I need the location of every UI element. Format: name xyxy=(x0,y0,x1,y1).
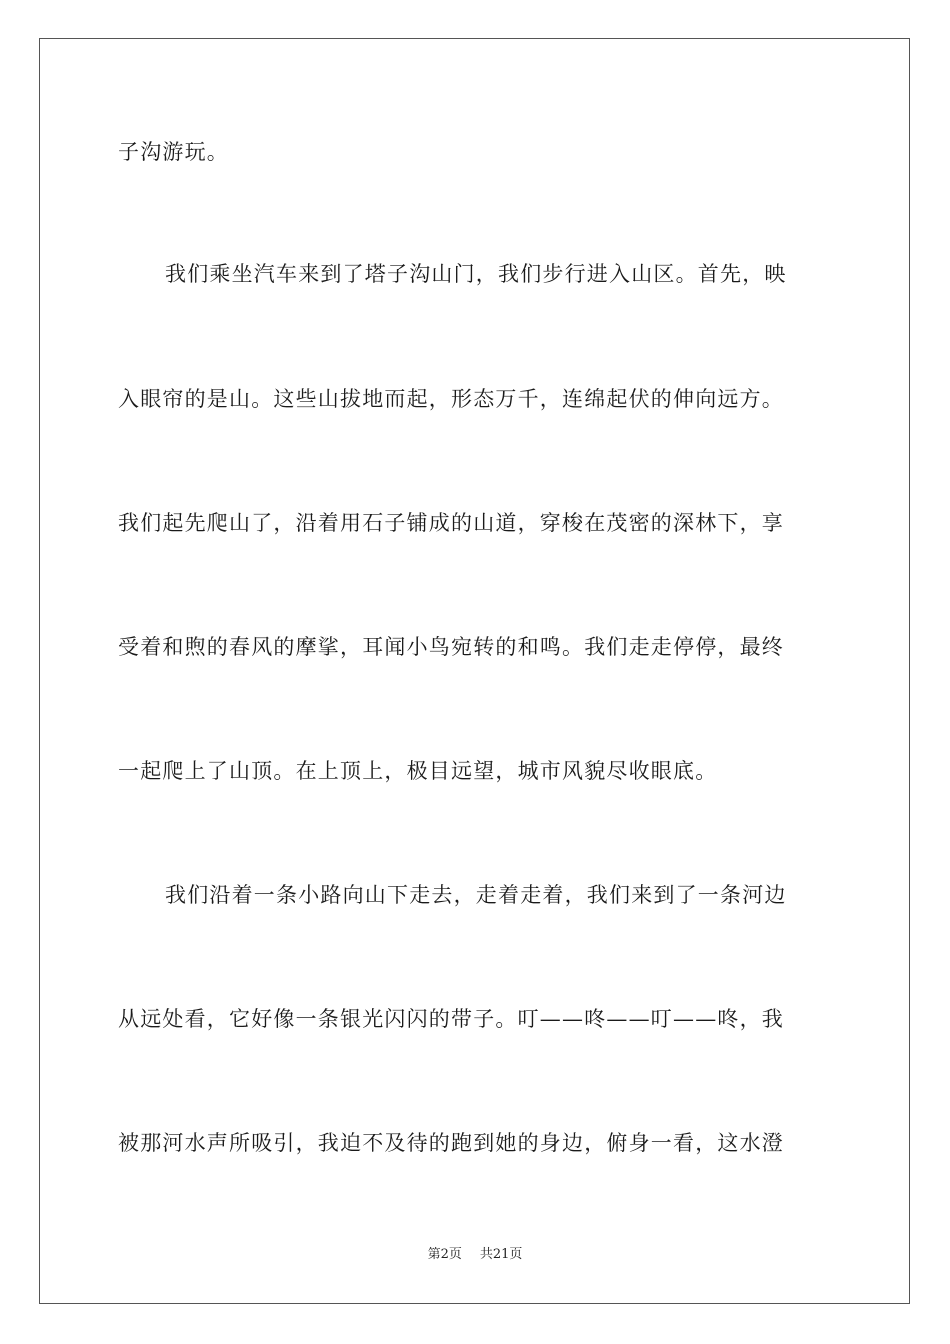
total-page-count: 共21页 xyxy=(479,1247,523,1262)
body-text-line: 入眼帘的是山。这些山拔地而起，形态万千，连绵起伏的伸向远方。 xyxy=(118,387,784,411)
paragraph-first-line: 我们沿着一条小路向山下走去，走着走着，我们来到了一条河边 xyxy=(165,883,787,907)
body-text-line: 一起爬上了山顶。在上顶上，极目远望，城市风貌尽收眼底。 xyxy=(118,759,718,783)
body-text-line: 受着和煦的春风的摩挲，耳闻小鸟宛转的和鸣。我们走走停停，最终 xyxy=(118,635,784,659)
page-border xyxy=(39,38,910,1304)
page-footer xyxy=(0,1246,950,1264)
body-text-line: 我们起先爬山了，沿着用石子铺成的山道，穿梭在茂密的深林下，享 xyxy=(118,511,784,535)
current-page-number: 第2页 xyxy=(427,1247,462,1262)
body-text-line: 被那河水声所吸引，我迫不及待的跑到她的身边，俯身一看，这水澄 xyxy=(118,1131,784,1155)
body-text-line: 从远处看，它好像一条银光闪闪的带子。叮——咚——叮——咚，我 xyxy=(118,1007,784,1031)
body-text-line: 子沟游玩。 xyxy=(118,140,229,164)
paragraph-first-line: 我们乘坐汽车来到了塔子沟山门，我们步行进入山区。首先，映 xyxy=(165,262,787,286)
